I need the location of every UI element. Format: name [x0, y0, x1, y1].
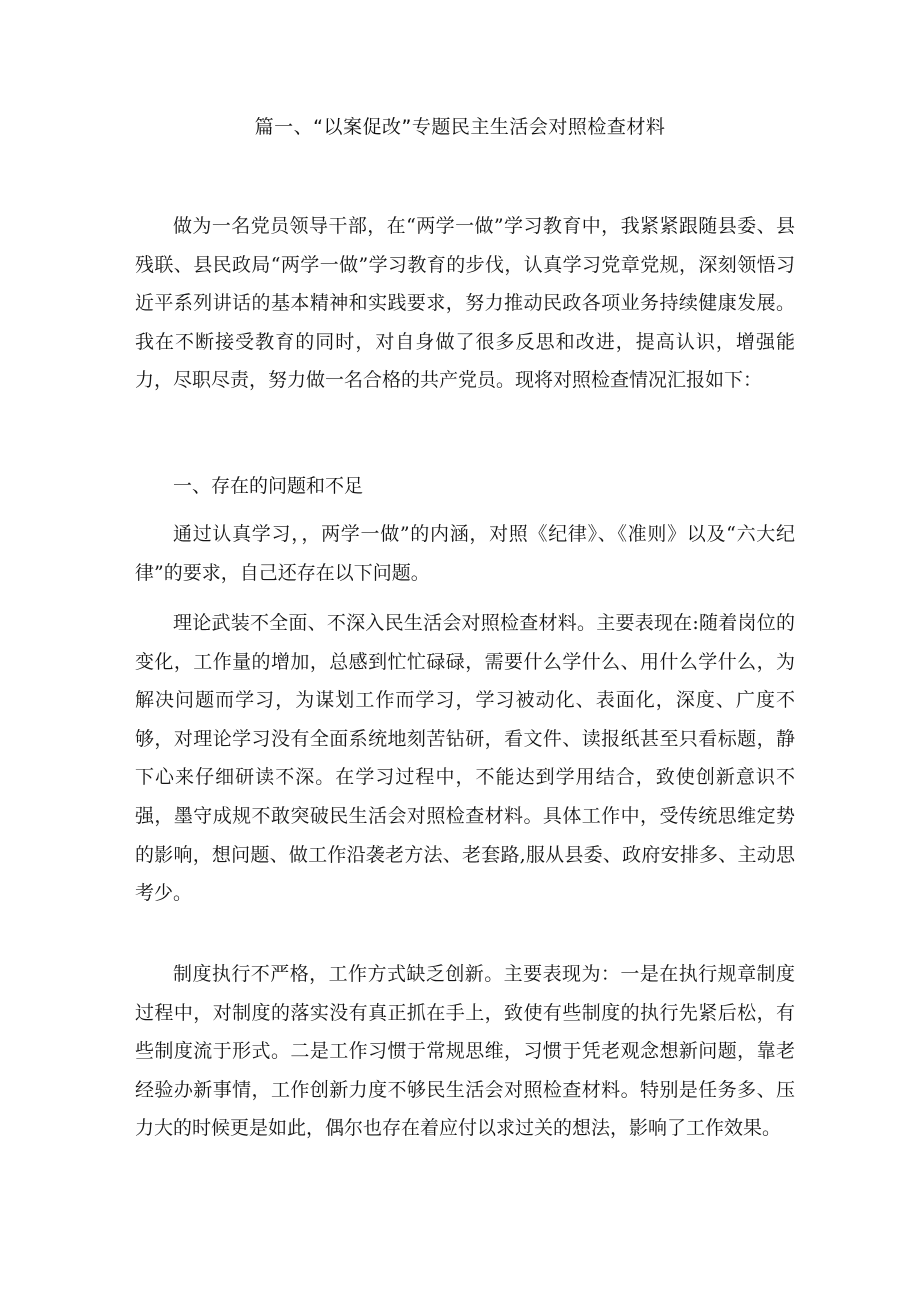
- intro-paragraph: 做为一名党员领导干部，在“两学一做”学习教育中，我紧紧跟随县委、县残联、县民政局“两学一做”学习教育的步伐，认真学习党章党规，深刻领悟习近平系列讲话的基本精神和实践要求，努力推动民政各项业务持续健康发展。我在不断接受教育的同时，对自身做了很多反思和改进，提高认识，增强能力，尽职尽责，努力做一名合格的共产党员。现将对照检查情况汇报如下：: [135, 215, 795, 392]
- section-intro-paragraph: 通过认真学习，，两学一做”的内涵，对照《纪律》、《准则》以及“六大纪律”的要求，自己还存在以下问题。: [135, 523, 795, 584]
- issue-paragraph-system: 制度执行不严格，工作方式缺乏创新。主要表现为：一是在执行规章制度过程中，对制度的落实没有真正抓在手上，致使有些制度的执行先紧后松，有些制度流于形式。二是工作习惯于常规思维，习惯于凭老观念想新问题，靠老经验办新事情，工作创新力度不够民生活会对照检查材料。特别是任务多、压力大的时候更是如此，偶尔也存在着应付以求过关的想法，影响了工作效果。: [135, 963, 795, 1140]
- section-heading-problems: 一、存在的问题和不足: [173, 475, 364, 497]
- document-title: 篇一、“以案促改”专题民主生活会对照检查材料: [254, 116, 666, 138]
- issue-paragraph-theory: 理论武装不全面、不深入民生活会对照检查材料。主要表现在:随着岗位的变化，工作量的增加，总感到忙忙碌碌，需要什么学什么、用什么学什么，为解决问题而学习，为谋划工作而学习，学习被动化、表面化，深度、广度不够，对理论学习没有全面系统地刻苦钻研，看文件、读报纸甚至只看标题，静下心来仔细研读不深。在学习过程中，不能达到学用结合，致使创新意识不强，墨守成规不敢突破民生活会对照检查材料。具体工作中，受传统思维定势的影响，想问题、做工作沿袭老方法、老套路,服从县委、政府安排多、主动思考少。: [135, 612, 795, 905]
